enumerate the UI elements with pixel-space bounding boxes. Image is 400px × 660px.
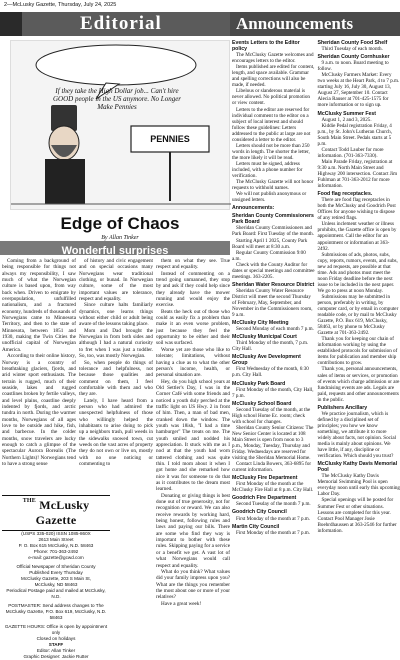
announcement-text: The McClusky Gazette will not honor requests to withhold names. [232,179,315,191]
masthead-line: McClusky Gazette, P.O. Box 619, McClusky, N.D. 58463 [2,609,110,621]
page-header-line [0,0,400,11]
announcement-heading: Events Letters to the Editor policy [232,40,315,52]
editorial-heading: Editorial [80,13,162,35]
masthead-line: POSTMASTER: Send address changes to The [2,603,110,609]
paragraph: According to their online history, Norway is a country of breathtaking glaciers, fjords, and arid winter sport enthusiasts. The terrain is rugged, much of their seaside, lakes and rugged coastlines broken by fertile valleys, and level plains, coastline deeply indented by fjords, and arctic tundra in north. During the warmer months, Norwegians of all ages love to be outside and hike, fish, and barbecue. In the colder months, snow travelers are lucky enough to catch a glimpse of the spectacular Aurora Borealis (The Northern Lights)! Norwegians tend to have a strong sense [2,353,76,467]
announcement-text: Contact Linda Bowers, 363-6895 for current information. [232,461,315,473]
announcement-text: Thank you for keeping our chain of information working by using the established protocols for submission of items for publication and member ship contributions to grow. [318,336,400,366]
paragraph: Instead of commenting on a trend going unmanned, they stop by and ask if they could help since they already have the mower running and would enjoy the exercise. [156,271,230,309]
page-header-text: 2—McLusky Gazette, Thursday, July 24, 2025 [4,2,116,8]
masthead-name: McLusky Gazette [36,498,90,527]
pennies-sign-text: PENNIES [131,134,209,144]
announcement-text: Third Monday of the month, 7 p.m. City Hall. [232,340,315,352]
announcement-heading: Publishers Ancillary [318,405,400,411]
announcement-text: Unless inclement weather or illness prohibits, the Gazette office is open by appointment. Call the editor for an appointment or information at 363-2492. [318,221,400,251]
paragraph: Hey, do you high school years at Old Settler's Day, I was in the Corner Café with some friends and noticed a youth duly perched at the traffic light on US Hwy. 2 in front of him. Then, a man of bad men, cranked down the window. The youth was 18ish, "I had a time hamburger" The treats on me. The youth smiled and nodded his appreciation. It stuck with me as I nod at that the youth had worn tattered clothing and was quite thin. I told mom about it when I got home and she remarked how nice it was for someone to do that as it contributes to the dream most learned. [156,379,230,493]
announcement-text: Starting April 1 2025, County Park Board will meet at 8:30 a.m. [232,238,315,250]
column-title: Edge of Chaos [10,214,230,234]
masthead-logo [2,495,110,531]
announcement-text: We practice journalism, which is defined by a disciplined set of principles; you how we know something, we attribute it to more widely about facts, not opinion. Social media is mainly about opinions. We have little, if any, discipline or verification. Which should you trust? [318,411,400,459]
masthead-line: McClusky Gazette, 203 S Main St, [2,576,110,582]
announcement-heading: Goodrich City Council [232,509,315,515]
announcement-heading: Sheridan County Food Shelf [318,40,400,46]
announcement-heading: Martin City Council [232,524,315,530]
announcement-text: Second Tuesday of the month 7 p.m. [232,501,315,507]
announcement-text: Submissions of ads, photos, subs, copy, reports, rumors, events, and subs, new ad requests, are possible at that time. Ads and photos must meet the noon Friday deadline before the next issue to be included in the next paper. We go to press at noon Monday. [318,252,400,294]
announcement-text: Thank you, personal announcements, sales of items or services, or promotion of events which charge admission or are fundraising events are ads. Legals are paid, requests and other announcements in the public. [318,366,400,402]
announcement-text: Second Monday of each month 7 p.m. [232,326,315,332]
paragraph: Coming from a background of being responsible for things not always my responsibility, I saw much of what the Norwegian culture is based upon, from way back when. Driven to emigrate by overpopulation, unfulfilled nationalism, and a fractured economy, hundreds of thousands of Norwegians came to Minnesota Territory, and then to the state of Minnesota, between 1851 and 1930, making the Twin Cities the unofficial capital of Norwegian America. [2,258,76,353]
announcement-text: There are food flag receptacles in both the McClusky and Goodrich Post Offices for anyone wishing to dispose of any retired flags. [318,197,400,221]
announcement-text: Letters must be signed, address included, with a phone number for verification. [232,161,315,179]
lincoln-figure [45,105,85,204]
announcement-text: Contact Todd Lauber for more information. (701-363-7330). [318,147,400,159]
announcement-heading: McClusky Municipal Court [232,334,315,340]
masthead-line: Published Every Thursday [2,570,110,576]
paragraph: Lately, I have heard from a person who had admired the unexpected helpfulness of those who willingly helped the inhabitants to arise doing to pick up a neighbors trash, pull weeds in the sidewalks snowed town, cut weeds on the vast acres of property they do not own or live on, mostly with no one noticing or commenting to [79,398,153,468]
paragraph: Donating or giving things is best done out of true generosity, not for recognition or reward. We can also receive rewards by working hard, being honest, following rules and laws and paying our bills. There are some who find they way is important to bother with these rules. Skipping paying for a service or a benefit we get. A vast lot of what Norwegians would call respect and equality. [156,493,230,569]
masthead-line: Periodical Postage paid and mailed at McClusky, N.D. [2,588,110,600]
announcement-text: Letters should not be more than 250 words in length. The shorter the letter, the more likely it will be read. [232,143,315,161]
masthead-line: STAFF [2,642,110,648]
masthead-the: THE [23,498,36,504]
announcements-banner [230,12,400,36]
announcement-text: 9 a.m. to noon. Board meeting to follow. [318,60,400,72]
announcements-heading: Announcements [236,14,353,34]
announcement-text: First Monday of the month at 7 p.m. [232,516,315,522]
paragraph: So, when people do things of tolerance and helpfulness, not because those qualities and comment on them, I feel comfortable with them and who they are. [79,360,153,398]
announcement-heading: McClusky Fire Department [232,475,315,481]
announcement-text: First Monday of the month, City Hall, 7 p.m. [232,387,315,399]
masthead [2,495,110,660]
announcement-text: Submissions may be submitted in person, preferably in writing, by computer card, or by email in computer readable code, or by mail to McClusky Gazette, P.O. Box 619, McClusky, 58463, or by phone to McClusky Gazette at 701-363-2492. [318,294,400,336]
editorial-column-3 [156,258,230,607]
masthead-line: Phone: 701-363-2492 [2,549,110,555]
announcements-column-1 [232,38,315,536]
announcement-heading: Announcements: [232,205,315,211]
paragraph: Have a great week! [156,601,230,607]
editorial-cartoon [10,40,230,210]
column-header [10,214,230,241]
announcement-text: Letters to the editor are reserved for individual comment to the editor on a subject of local interest and should follow these guidelines: Letters addressed to the public at large are not considered a letter to the editor. [232,107,315,143]
cartoon-caption: If they take the High Dollar job... Can't hire GOOD people in the US anymore. No Longer Make Pennies [47,87,187,111]
column-byline: By Allan Tinker [10,235,230,241]
announcement-text: The McClusky Gazette welcomes and encourages letters to the editor. [232,52,315,64]
announcement-text: Items published are edited for content, length, and space available. Grammar and spelling corrections will also be made, if needed. [232,64,315,88]
masthead-line: Closed on holidays [2,636,110,642]
section-title-bar [0,241,230,255]
masthead-line: GAZETTE HOURS: Office is open by appointment only [2,624,110,636]
announcement-text: Sheridan County Commissioners and Park Board: First Tuesday of the month. [232,225,315,237]
announcement-heading: Goodrich Fire Department [232,495,315,501]
announcement-heading: McClusky City Meeting [232,320,315,326]
cartoon-drawing [11,41,231,211]
announcement-heading: Sheridan County Commissioners Park Board [232,213,315,225]
announcement-text: Regular County Commission 9:00 a.m. [232,250,315,262]
announcement-heading: McClusky Kathy Davis Memorial Pool [318,461,400,473]
announcement-text: McClusky Farmers Market: Every two weeks at the Heart Park, 4 to 7 p.m. starting July 16, July 30, August 13, August 27, September 10. Contact Alecia Rauser at 701-425-1575 for more information or to sign up. [318,72,400,108]
masthead-line: Graphic Designer: Jackie Rutter [2,654,110,660]
masthead-email: e-mail: gazette@gcwd.com [2,555,110,561]
announcement-heading: Food flag receptacles. [318,191,400,197]
announcement-text: Kiddie Pedal registration Friday, 4 p.m., by St. John's Lutheran Church, South Main Street. Pedals starts at 5 p.m. [318,123,400,147]
masthead-line: P. O. Box 615 McClusky, N.D. 58463 [2,543,110,549]
announcement-heading: McClusky School Board [232,401,315,407]
paragraph: Mom and Dad brought the Norwegian in from both sides and although I had a natural curiosity to fret when I was just a toddler. So, too, was mostly Norwegian. [79,328,153,360]
announcement-text: Libelous or slanderous material is never allowed. No political promotion or view content. [232,88,315,106]
paragraph: What do you think? What values did your family impress upon you? What are the things you remember the most about one or more of your relatives? [156,569,230,601]
announcement-text: August 1, 2 and 3, 2025. [318,117,400,123]
section-title: Wonderful surprises [62,245,169,257]
announcement-heading: McClusky Ave Development Group [232,354,315,366]
paragraph: of history and civic engagement and on special occasions many Norwegians wear traditional clothing, or bunad. In Norwegian culture, some of the most important values are tolerance, respect and equality. [79,258,153,302]
announcement-text: We will not publish anonymous or unsigned letters. [232,191,315,203]
announcement-text: First Monday of the month at 7 p.m. [232,530,315,536]
announcement-text: Sheridan County Water Resource District will meet the second Thursday of February, May, September, and November in the Commissioners room, 9 a.m. [232,288,315,318]
paragraph: them on what they see. True respect and equality. [156,258,230,271]
announcement-heading: Sheridan County Cornhusker [318,54,400,60]
announcement-text: Check with the County Auditor for dates or special meetings and committee meetings. 363-2205. [232,262,315,280]
announcement-text: Second Tuesday of the month, at the High school Home Ec. room; check with school for changes. [232,407,315,425]
announcements-body [232,38,400,536]
announcement-heading: Sheridan Water Resource District [232,282,315,288]
paragraph: Since culture halts familiarly dynamics, one learns things without either child or adult being aware of the lessons taking place. [79,302,153,327]
announcement-text: The McClusky Kathy Davis Memorial Swimming Pool is open everyday noon until early this upcoming Labor Day. [318,473,400,497]
masthead-line: McClusky, ND 58463 [2,582,110,588]
masthead-info [2,531,110,660]
page-number-block [0,12,22,36]
paragraph: Worse yet are those who like to tolerate; limitations, without having a clue as to what the other person's income, health, or personal situation are. [156,347,230,379]
announcement-text: Third Tuesday of each month. [318,46,400,52]
announcements-column-2 [318,38,400,536]
announcement-text: First Wednesday of the month, 6:30 p.m. City Hall. [232,366,315,378]
announcement-text: Special openings will be posted for Summer Fest or other situations. Lessons are completed for this year. Contact Pool Manager Josie Boehrdhaussen at 363-2546 for further information. [318,497,400,533]
announcement-text: Main Parade Friday, registration at 9:30 a.m. North Main Street and Highway 200 intersection. Contact Jim Fuhlman at 701-363-2012 for more information. [318,159,400,189]
paragraph: Beats the heck out of those who could as easily fix a problem than make it an even worse problem, just because they feel the opportunity to be either and their soil was surfaced. [156,309,230,347]
announcement-heading: McClusky Park Board [232,381,315,387]
editorial-banner [0,12,230,36]
masthead-line: Editor: Allan Tinker [2,648,110,654]
masthead-line: 2613 Main Street [2,537,110,543]
announcement-text: First Monday of the month at the McClusky Fire Hall at 8 p.m. City Hall. [232,481,315,493]
masthead-line: Official Newspaper of Sheridan County [2,564,110,570]
masthead-line: (USPS 335-020) ISSN 1085-860X [2,531,110,537]
announcement-heading: McClusky Summer Fest [318,111,400,117]
announcement-text: Sheridan County Senior Citizens: The New Senior Center is located at 108 Main Street is open from noon to 3 p.m., Monday, Tuesday, Thursday and Friday. Wednesdays are reserved for visiting the Sheridan Memorial Home. [232,425,315,461]
